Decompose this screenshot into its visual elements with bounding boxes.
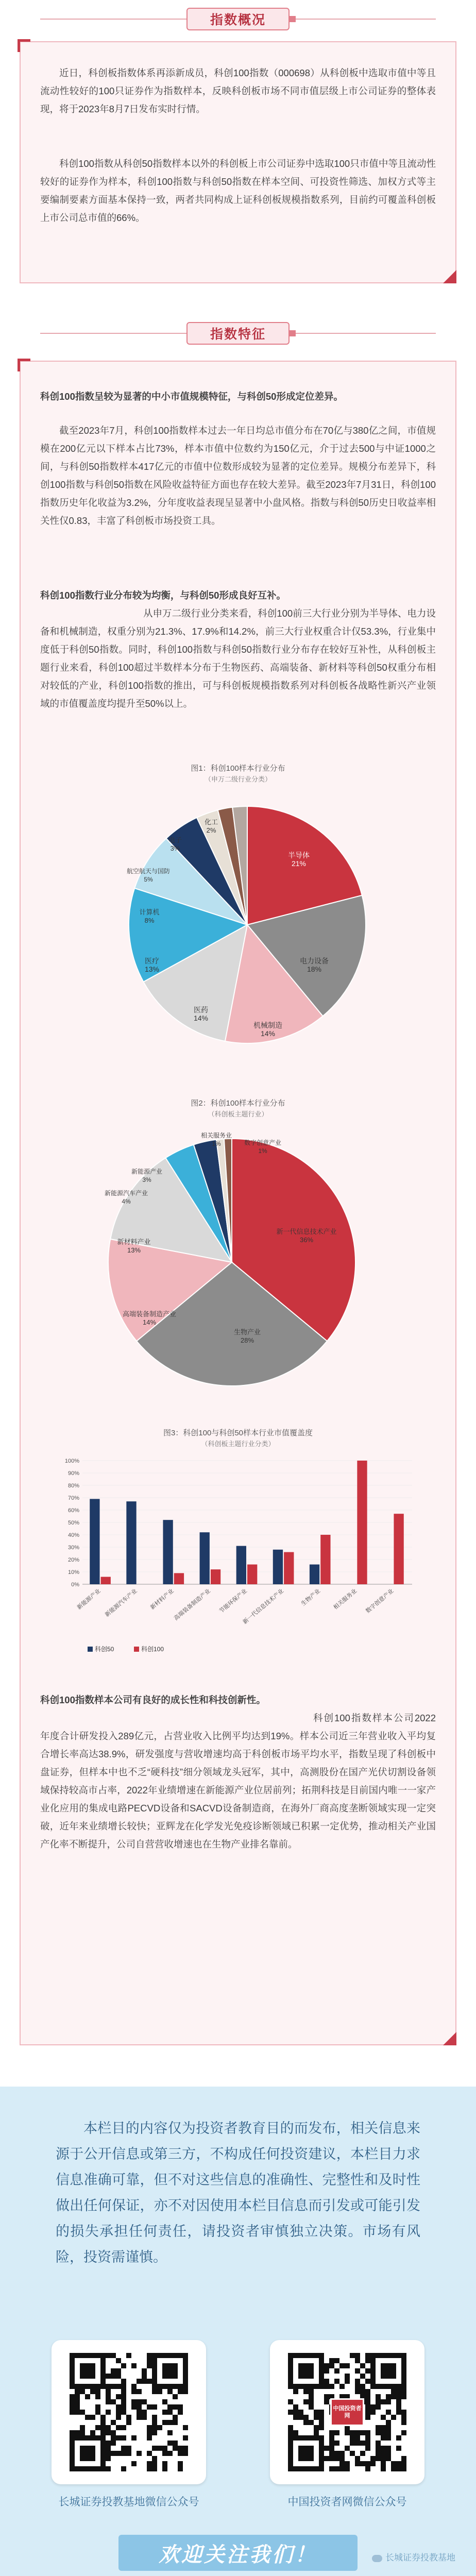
pie-label: 机械制造 14%	[253, 1021, 282, 1038]
pie-label: 高端装备制造产业 14%	[122, 1310, 177, 1326]
legend-swatch	[134, 1647, 139, 1652]
y-tick-label: 20%	[67, 1557, 79, 1563]
x-tick-label: 新一代信息技术产业	[242, 1588, 285, 1625]
pie-label: 电子 3%	[168, 836, 182, 852]
x-tick-label: 新材料产业	[149, 1588, 175, 1611]
feature-heading-1: 科创100指数呈较为显著的中小市值规模特征，与科创50形成定位差异。	[40, 391, 343, 402]
corner-decoration	[443, 2032, 456, 2045]
chart3-title: 图3：科创100与科创50样本行业市值覆盖度	[163, 1429, 313, 1437]
pie-label: 化工 2%	[204, 818, 218, 834]
bar	[200, 1532, 210, 1584]
pie-label: 数字创意产业 1%	[244, 1139, 282, 1155]
bar	[101, 1577, 111, 1584]
y-tick-label: 30%	[67, 1545, 79, 1551]
welcome-banner: 欢迎关注我们！	[118, 2535, 358, 2571]
bar	[284, 1552, 294, 1584]
pie-label: 电力设备 18%	[300, 957, 329, 973]
section-header-overview	[0, 5, 476, 33]
feature-heading-2: 科创100指数行业分布较为均衡，与科创50形成良好互补。	[40, 590, 286, 601]
chart3-subtitle: （科创板主题行业分类）	[201, 1440, 275, 1448]
y-tick-label: 0%	[71, 1582, 79, 1588]
x-tick-label: 新能源产业	[76, 1588, 102, 1611]
y-tick-label: 10%	[67, 1569, 79, 1575]
chart2-title: 图2：科创100样本行业分布	[191, 1099, 285, 1108]
corner-decoration	[18, 359, 30, 371]
section-header-features	[0, 319, 476, 347]
bar	[320, 1535, 330, 1584]
qr-left-label: 长城证券投教基地微信公众号	[58, 2496, 199, 2508]
x-tick-label: 生物产业	[300, 1588, 322, 1607]
chart2-subtitle: （科创板主题行业）	[208, 1110, 268, 1118]
qr-card-left[interactable]	[52, 2340, 206, 2484]
bar	[357, 1461, 367, 1584]
bar	[126, 1501, 136, 1584]
x-tick-label: 相关服务业	[332, 1588, 359, 1611]
x-tick-label: 高端装备制造产业	[173, 1588, 212, 1622]
pie-label: 医疗 13%	[144, 957, 160, 973]
bar	[211, 1569, 220, 1584]
feature-paragraph-3: 科创100指数样本公司2022年度合计研发投入289亿元，占营业收入比例平均达到19%。样本公司近三年营业收入平均复合增长率高达38.9%，研发强度与营收增速均高于科创板市场平均水平，指数呈现了科创板中盘证券，但样本中也不乏“硬科技”细分领域龙头冠军，其中，高测股份在国产光伏切割设备领域保持较高市占率，2022年业绩增速在新能源产业位居前列；拓荆科技是目前国内唯一一家产业化应用的集成电路PECVD设备和SACVD设备制造商，在海外厂商高度垄断领域实现一定突破，近年来业绩增长较快；亚辉龙在化学发光免疫诊断领域已积累一定优势，推动相关产业国产化率不断提升，公司自营营收增速也在生物产业排名靠前。	[40, 1713, 436, 1850]
chart2-pie	[62, 1118, 412, 1396]
y-tick-label: 80%	[67, 1483, 79, 1489]
pie-label: 计算机 8%	[139, 908, 160, 924]
pie-label: 新材料产业 13%	[117, 1238, 151, 1254]
title-square-icon	[290, 330, 296, 336]
chart1-subtitle: （申万二级行业分类）	[204, 775, 271, 783]
footer	[0, 2087, 476, 2576]
feature-paragraph-2: 从申万二级行业分类来看，科创100前三大行业分别为半导体、电力设备和机械制造，权重分别为21.3%、17.9%和14.2%，前三大行业权重合计仅53.3%，行业集中度低于科创50指数。同时，科创100指数与科创50指数行业分布存在较好互补性，从科创板主题行业来看，科创100超过半数样本分布于生物医药、高端装备、新材料等科创50权重分布相对较低的产业，科创100指数的推出，可与科创板规模指数系列对科创板各战略性新兴产业领域的市值覆盖度均提升至50%以上。	[40, 608, 436, 709]
corner-decoration	[443, 270, 456, 283]
bar	[163, 1520, 173, 1584]
legend-label: 科创50	[95, 1646, 114, 1653]
qr-code-icon	[70, 2353, 188, 2471]
section-title: 指数特征	[186, 322, 290, 345]
watermark: 长城证券投教基地	[372, 2550, 455, 2563]
overview-paragraph-2: 科创100指数从科创50指数样本以外的科创板上市公司证券中选取100只市值中等且流动性较好的证券作为样本，科创100指数与科创50指数在样本空间、可投资性筛选、加权方式等主要编制要素方面基本保持一致，两者共同构成上证科创板规模指数系列，目前约可覆盖科创板上市公司总市值的66%。	[40, 158, 436, 223]
chart1-title: 图1：科创100样本行业分布	[191, 764, 285, 773]
bar	[394, 1514, 403, 1584]
legend-swatch	[88, 1647, 93, 1652]
y-tick-label: 100%	[64, 1458, 79, 1464]
y-tick-label: 90%	[67, 1470, 79, 1477]
corner-decoration	[18, 39, 30, 52]
pie-label: 新一代信息技术产业 36%	[276, 1228, 337, 1244]
pie-label: 新能源汽车产业 4%	[104, 1190, 148, 1205]
bar	[273, 1550, 283, 1584]
pie-label: 半导体 21%	[288, 851, 310, 868]
pie-label: 医药 14%	[193, 1006, 209, 1022]
y-tick-label: 70%	[67, 1495, 79, 1501]
x-tick-label: 数字创意产业	[365, 1588, 395, 1615]
legend-label: 科创100	[141, 1646, 164, 1653]
bar	[90, 1499, 99, 1584]
qr-card-right[interactable]	[270, 2340, 424, 2484]
section-title: 指数概况	[186, 8, 290, 30]
feature-heading-3: 科创100指数样本公司有良好的成长性和科技创新性。	[40, 1694, 266, 1705]
disclaimer-text: 本栏目的内容仅为投资者教育目的而发布，相关信息来源于公开信息或第三方，不构成任何投资建议，本栏目力求信息准确可靠，但不对这些信息的准确性、完整性和及时性做出任何保证，亦不对因使用本栏目信息而引发或可能引发的损失承担任何责任，请投资者审慎独立决策。市场有风险，投资需谨慎。	[56, 2121, 420, 2265]
bar	[174, 1573, 184, 1584]
chart1-pie	[93, 786, 402, 1059]
bar	[247, 1565, 257, 1584]
x-tick-label: 节能环保产业	[218, 1588, 248, 1615]
pie-label: 航空航天与国防 5%	[126, 868, 171, 883]
y-tick-label: 50%	[67, 1520, 79, 1526]
pie-label: 生物产业 28%	[233, 1328, 261, 1344]
y-tick-label: 60%	[67, 1507, 79, 1514]
overview-paragraph-1: 近日，科创板指数体系再添新成员，科创100指数（000698）从科创板中选取市值中等且流动性较好的100只证券作为指数样本，反映科创板市场不同市值层级上市公司证券的整体表现，将于2023年8月7日发布实时行情。	[40, 67, 436, 114]
title-square-icon	[290, 16, 296, 22]
pie-label: 新能源产业 3%	[131, 1168, 163, 1183]
wechat-icon	[372, 2555, 382, 2562]
feature-paragraph-1: 截至2023年7月，科创100指数样本过去一年日均总市值分布在70亿与380亿之间，市值规模在200亿元以下样本占比73%，样本市值中位数约为150亿元，介于过去500与中证1000之间，与科创50指数样本417亿元的市值中位数形成较为显著的定位差异。规模分布差异下，科创100指数与科创50指数在风险收益特征方面也存在较大差异。截至2023年7月31日，科创100指数历史年化收益为3.2%，分年度收益表现呈显著中小盘风格。指数与科创50历史日收益率相关性仅0.83，丰富了科创板市场投资工具。	[40, 425, 436, 526]
bar	[236, 1546, 246, 1584]
bar	[310, 1565, 319, 1584]
qr-center-badge: 中国投资者网	[330, 2398, 364, 2426]
chart3-bar	[52, 1450, 433, 1656]
pie-label: 相关服务业 1%	[200, 1132, 232, 1147]
qr-right-label: 中国投资者网微信公众号	[287, 2496, 407, 2508]
y-tick-label: 40%	[67, 1532, 79, 1538]
x-tick-label: 新能源汽车产业	[104, 1588, 139, 1618]
